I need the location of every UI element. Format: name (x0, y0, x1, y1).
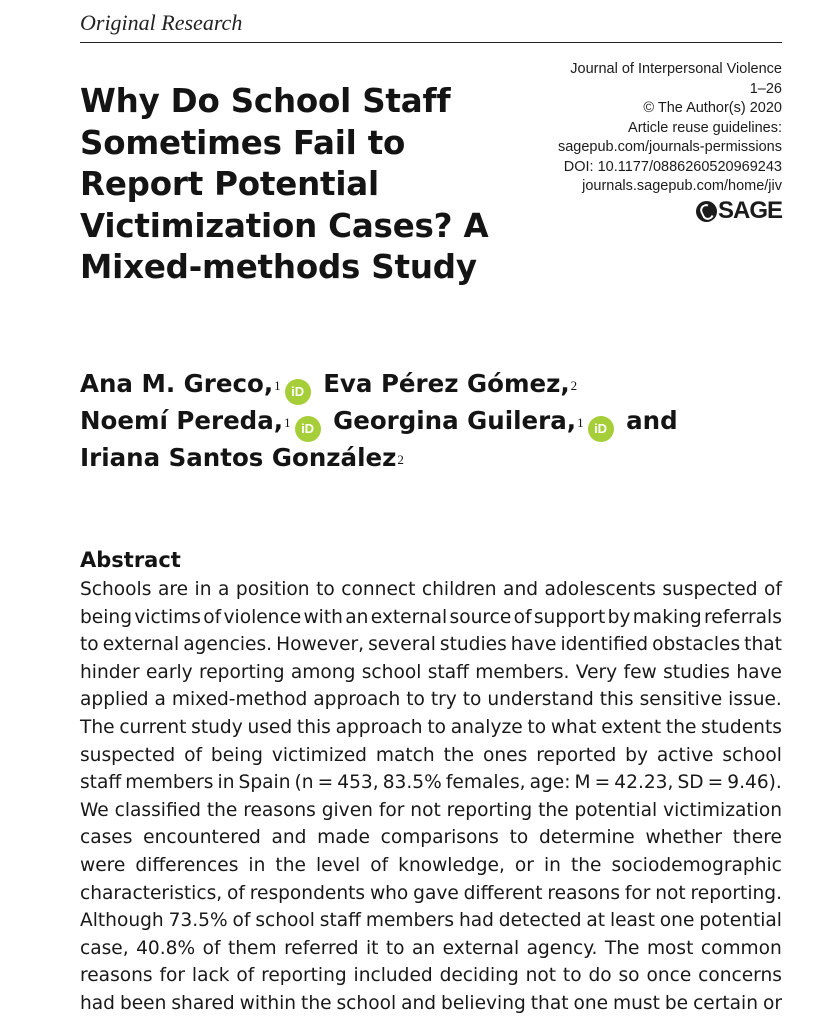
abstract-word: match (375, 744, 435, 766)
abstract-word: one (659, 910, 695, 932)
abstract-word: had (458, 910, 494, 932)
abstract-word: analyze (450, 716, 523, 738)
abstract-word: connect (341, 579, 416, 600)
abstract-word: The (604, 937, 640, 959)
abstract-word: Although (80, 910, 164, 932)
abstract-line (80, 686, 782, 714)
abstract-word: determine (538, 827, 635, 849)
abstract-word: there (732, 827, 782, 849)
abstract-word: an (411, 937, 436, 959)
abstract-word: not (655, 882, 686, 904)
orcid-icon[interactable]: iD (285, 379, 311, 405)
abstract-line (80, 990, 782, 1018)
abstract-word: being (80, 606, 132, 628)
abstract-line (80, 742, 782, 770)
abstract-word: 42.23, (614, 772, 674, 794)
abstract-word: cases (80, 827, 133, 849)
abstract-word: that (530, 992, 569, 1014)
abstract-word: of (203, 606, 222, 628)
abstract-line (80, 659, 782, 687)
abstract-word: one (573, 992, 609, 1014)
abstract-line (80, 604, 782, 632)
abstract-word: SD (677, 772, 704, 794)
abstract-word: mixed-method (171, 689, 308, 711)
abstract-word: to (462, 689, 482, 711)
abstract-word: encountered (143, 827, 261, 849)
abstract-word: for (624, 882, 651, 904)
abstract-word: to (562, 965, 582, 987)
affiliation-marker: 1 (577, 415, 584, 430)
abstract-word: to (80, 634, 99, 656)
abstract-word: this (296, 716, 331, 738)
abstract-word: reporting (261, 965, 347, 987)
abstract-word: try (430, 689, 457, 711)
abstract-word: had (80, 992, 115, 1014)
abstract-word: are (157, 579, 189, 600)
abstract-word: differences (135, 854, 239, 876)
abstract-word: to (527, 716, 547, 738)
abstract-word: were (80, 854, 126, 876)
abstract-word: of (184, 744, 203, 766)
abstract-word: detected (498, 910, 582, 932)
abstract-word: who (369, 882, 409, 904)
abstract-word: lack (191, 965, 230, 987)
abstract-word: applied (80, 689, 149, 711)
abstract-word: reporting (199, 661, 285, 683)
abstract-word: case, (80, 937, 129, 959)
abstract-word: gave (413, 882, 459, 904)
abstract-word: reported (536, 744, 617, 766)
abstract-word: staff (80, 772, 122, 794)
abstract-word: in (194, 579, 212, 600)
abstract-word: the (443, 744, 475, 766)
abstract-word: be (664, 992, 689, 1014)
journal-homepage-link[interactable]: journals.sagepub.com/home/jiv (582, 178, 782, 194)
abstract-word: 453, (337, 772, 379, 794)
author-name[interactable]: Ana M. Greco, (80, 369, 274, 398)
abstract-word: certain (693, 992, 759, 1014)
abstract-word: studies (663, 661, 730, 683)
abstract-word: referred (284, 937, 359, 959)
abstract-word: potential (574, 799, 658, 821)
abstract-word: or (514, 854, 534, 876)
affiliation-marker: 2 (397, 452, 404, 467)
abstract-word: believing (441, 992, 526, 1014)
abstract-word: school (255, 910, 315, 932)
abstract-word: of (236, 965, 255, 987)
abstract-word: 83.5% (382, 772, 442, 794)
publisher-name: SAGE (717, 197, 782, 224)
abstract-word: level (315, 854, 361, 876)
abstract-word: studies (439, 634, 507, 656)
abstract-word: the (570, 854, 602, 876)
abstract-word: being (210, 744, 263, 766)
abstract-word: active (656, 744, 714, 766)
abstract-line (80, 631, 782, 659)
abstract-word: members. (475, 661, 570, 683)
abstract-word: common (700, 937, 782, 959)
abstract-word: sociodemographic (611, 854, 782, 876)
abstract-word: victimization (663, 799, 782, 821)
abstract-word: victims (134, 606, 201, 628)
abstract-word: suspected (80, 744, 176, 766)
abstract-word: position (235, 579, 310, 600)
abstract-word: of (227, 882, 245, 904)
abstract-word: violence (223, 606, 302, 628)
abstract-line (80, 935, 782, 963)
author-list (80, 368, 720, 474)
abstract-word: early (145, 661, 193, 683)
abstract-word: victimized (271, 744, 367, 766)
affiliation-marker: 1 (284, 415, 291, 430)
abstract-word: deciding (439, 965, 519, 987)
abstract-word: 73.5% (168, 910, 228, 932)
abstract-line (80, 880, 782, 908)
abstract-word: that (744, 634, 782, 656)
abstract-word: respondents (249, 882, 366, 904)
abstract-word: 9.46). (727, 772, 782, 794)
abstract-word: and (503, 579, 539, 600)
abstract-line (80, 769, 782, 797)
abstract-line (80, 797, 782, 825)
abstract-word: adolescents (544, 579, 656, 600)
abstract-word: a (218, 579, 230, 600)
abstract-line (80, 714, 782, 742)
abstract-word: once (646, 965, 692, 987)
abstract-word: shared (171, 992, 235, 1014)
abstract-word: characteristics, (80, 882, 223, 904)
sage-logo-icon (696, 201, 717, 222)
author-conjunction: and (626, 406, 678, 435)
abstract-word: reasons (80, 965, 153, 987)
abstract-line (80, 907, 782, 935)
abstract-body (80, 576, 782, 1018)
abstract-word: hinder (80, 661, 140, 683)
abstract-word: members (125, 772, 214, 794)
abstract-word: reasons (547, 882, 621, 904)
abstract-word: the (538, 799, 569, 821)
affiliation-marker: 2 (570, 378, 578, 393)
abstract-word: approach (335, 716, 423, 738)
abstract-word: an (345, 606, 369, 628)
orcid-icon[interactable]: iD (588, 416, 614, 442)
abstract-word: of (764, 579, 782, 600)
abstract-line (80, 576, 782, 604)
copyright: © The Author(s) 2020 (643, 100, 782, 116)
abstract-word: suspected (662, 579, 758, 600)
abstract-word: study (191, 716, 243, 738)
abstract-word: school (361, 661, 422, 683)
author-name[interactable]: Eva Pérez Gómez, (323, 369, 570, 398)
abstract-word: sensitive (639, 689, 723, 711)
abstract-word: with (303, 606, 343, 628)
abstract-word: of (202, 937, 221, 959)
reuse-link[interactable]: sagepub.com/journals-permissions (557, 139, 782, 155)
abstract-word: what (550, 716, 597, 738)
abstract-word: age: (529, 772, 571, 794)
abstract-word: used (247, 716, 293, 738)
abstract-word: of (513, 606, 532, 628)
abstract-word: Schools (80, 579, 152, 600)
abstract-word: have (510, 634, 557, 656)
abstract-word: (n (294, 772, 314, 794)
abstract-word: reporting (446, 799, 533, 821)
abstract-word: at (586, 910, 606, 932)
abstract-word: females, (445, 772, 526, 794)
abstract-word: staff (427, 661, 469, 683)
abstract-word: referrals (704, 606, 782, 628)
article-type-label: Original Research (80, 10, 243, 35)
abstract-word: by (625, 744, 648, 766)
sage-logo (696, 199, 782, 223)
abstract-word: of (232, 910, 251, 932)
abstract-word: in (543, 854, 561, 876)
abstract-word: so (618, 965, 640, 987)
abstract-word: to (427, 716, 446, 738)
abstract-word: The (80, 716, 115, 738)
abstract-word: them (227, 937, 277, 959)
abstract-word: in (217, 772, 235, 794)
abstract-word: comparisons (380, 827, 499, 849)
abstract-word: source (449, 606, 512, 628)
author-line-2 (80, 405, 720, 442)
abstract-word: have (736, 661, 782, 683)
abstract-word: children (421, 579, 497, 600)
abstract-word: included (353, 965, 433, 987)
author-name[interactable]: Iriana Santos González (80, 443, 397, 472)
abstract-word: for (159, 965, 186, 987)
abstract-word: Spain (238, 772, 291, 794)
abstract-word: whether (645, 827, 723, 849)
abstract-word: reasons (243, 799, 316, 821)
abstract-word: extent (601, 716, 662, 738)
author-line-1 (80, 368, 720, 405)
abstract-word: current (119, 716, 187, 738)
abstract-word: made (317, 827, 370, 849)
abstract-word: We (80, 799, 109, 821)
abstract-word: = (594, 772, 611, 794)
abstract-word: 40.8% (136, 937, 196, 959)
abstract-word: to (509, 827, 529, 849)
abstract-word: within (239, 992, 297, 1014)
abstract-word: several (368, 634, 436, 656)
journal-meta (482, 60, 782, 197)
abstract-word: do (588, 965, 612, 987)
abstract-word: members (365, 910, 455, 932)
abstract-word: the (665, 716, 697, 738)
abstract-word: by (607, 606, 631, 628)
abstract-word: for (378, 799, 405, 821)
abstract-word: approach (313, 689, 401, 711)
header-rule (80, 42, 782, 43)
abstract-word: not (525, 965, 557, 987)
abstract-word: classified (114, 799, 201, 821)
abstract-heading: Abstract (80, 548, 181, 572)
abstract-word: making (632, 606, 702, 628)
abstract-word: = (317, 772, 334, 794)
abstract-word: identified (560, 634, 649, 656)
abstract-word: staff (319, 910, 361, 932)
abstract-word: in (248, 854, 266, 876)
abstract-word: obstacles (652, 634, 741, 656)
abstract-word: agencies. (183, 634, 273, 656)
abstract-word: the (206, 799, 238, 821)
abstract-word: must (613, 992, 660, 1014)
abstract-word: external (102, 634, 180, 656)
abstract-word: students (701, 716, 782, 738)
page-range: 1–26 (749, 80, 782, 97)
abstract-word: However, (276, 634, 365, 656)
author-name[interactable]: Georgina Guilera, (333, 406, 577, 435)
reuse-label: Article reuse guidelines: (628, 119, 782, 136)
abstract-word: and (401, 992, 437, 1014)
abstract-word: a (154, 689, 166, 711)
abstract-word: the (275, 854, 306, 876)
abstract-word: ones (483, 744, 528, 766)
abstract-word: this (599, 689, 634, 711)
abstract-word: support (533, 606, 606, 628)
abstract-word: been (119, 992, 167, 1014)
doi[interactable]: DOI: 10.1177/0886260520969243 (563, 158, 782, 175)
abstract-line (80, 852, 782, 880)
abstract-word: or (762, 992, 782, 1014)
abstract-word: = (707, 772, 724, 794)
abstract-word: knowledge, (398, 854, 505, 876)
abstract-word: given (321, 799, 373, 821)
abstract-word: least (609, 910, 655, 932)
abstract-word: to (316, 579, 335, 600)
abstract-word: not (410, 799, 441, 821)
abstract-word: school (336, 992, 397, 1014)
abstract-word: most (646, 937, 694, 959)
abstract-word: Very (575, 661, 618, 683)
abstract-word: and (271, 827, 307, 849)
abstract-word: among (290, 661, 356, 683)
affiliation-marker: 1 (274, 378, 281, 393)
abstract-word: potential (699, 910, 782, 932)
abstract-word: reporting. (690, 882, 782, 904)
abstract-word: different (463, 882, 543, 904)
abstract-word: few (623, 661, 657, 683)
abstract-word: of (370, 854, 389, 876)
abstract-word: external (370, 606, 448, 628)
abstract-word: to (385, 937, 405, 959)
abstract-word: it (365, 937, 379, 959)
author-line-3 (80, 442, 720, 474)
abstract-word: M (574, 772, 591, 794)
abstract-word: external (442, 937, 520, 959)
journal-name: Journal of Interpersonal Violence (570, 61, 782, 77)
abstract-word: school (722, 744, 782, 766)
abstract-word: the (301, 992, 332, 1014)
author-name[interactable]: Noemí Pereda, (80, 406, 284, 435)
abstract-word: agency. (526, 937, 598, 959)
abstract-word: concerns (698, 965, 782, 987)
abstract-word: understand (487, 689, 594, 711)
abstract-line (80, 824, 782, 852)
abstract-word: to (406, 689, 425, 711)
abstract-word: issue. (728, 689, 782, 711)
article-title: Why Do School Staff Sometimes Fail to Report Potential Victimization Cases? A Mixed-methods Study (80, 82, 489, 286)
orcid-icon[interactable]: iD (295, 416, 321, 442)
abstract-line (80, 962, 782, 990)
